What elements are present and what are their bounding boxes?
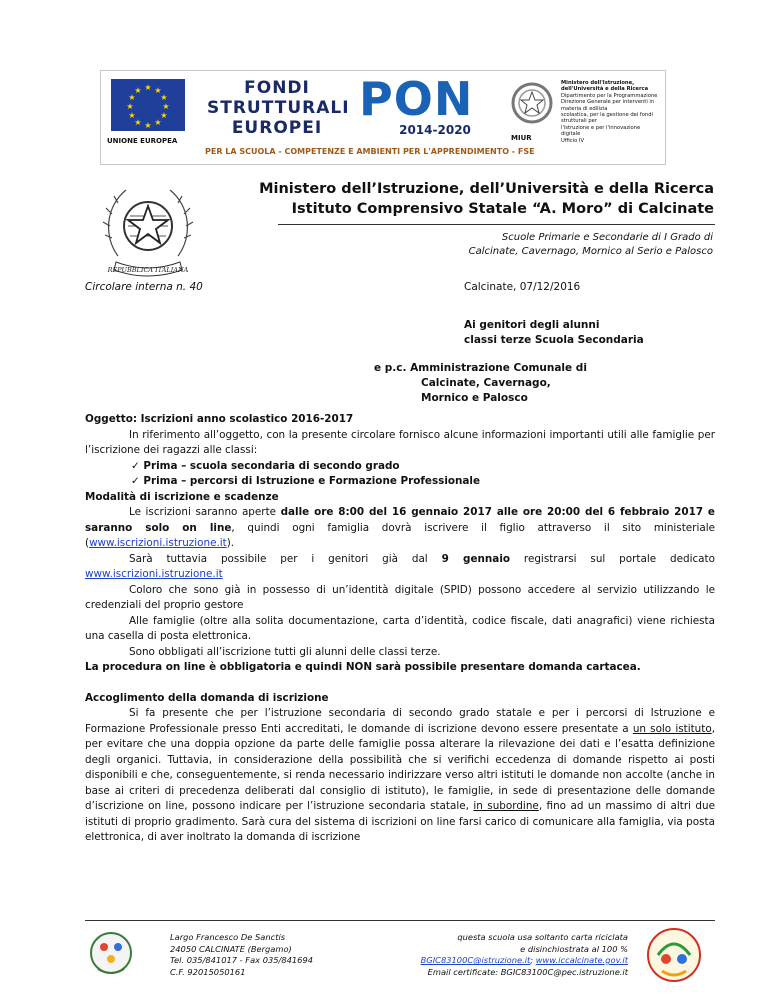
fondi-line-1: FONDI xyxy=(244,78,310,98)
svg-text:★: ★ xyxy=(160,111,168,120)
svg-text:★: ★ xyxy=(154,86,162,95)
certified-email: Email certificate: BGIC83100C@pec.istruzione.it xyxy=(427,966,628,977)
contact-links: BGIC83100C@istruzione.it; www.iccalcinate.gov.it xyxy=(420,955,628,965)
header-divider xyxy=(278,224,715,225)
miur-line: Direzione Generale per interventi in materia di edilizia xyxy=(561,99,655,112)
paragraph-registration: Sarà tuttavia possibile per i genitori già dal 9 gennaio registrarsi sul portale dedicato www.iscrizioni.istruzione.it xyxy=(85,552,715,580)
svg-text:★: ★ xyxy=(134,86,142,95)
school-address xyxy=(170,932,313,978)
pon-years: 2014-2020 xyxy=(399,123,471,137)
recycled-paper-note-2: e disinchiostrata al 100 % xyxy=(520,943,628,954)
miur-emblem-icon xyxy=(509,79,555,129)
address-line-3: Tel. 035/841017 - Fax 035/841694 xyxy=(170,955,314,965)
paragraph-spid: Coloro che sono già in possesso di un’identità digitale (SPID) possono accedere al servizio utilizzando le credenziali del proprio gestore xyxy=(85,583,715,611)
pon-tagline: PER LA SCUOLA - COMPETENZE E AMBIENTI PER L'APPRENDIMENTO - FSE xyxy=(205,147,535,156)
paragraph-obligation: Sono obbligati all’iscrizione tutti gli alunni delle classi terze. xyxy=(129,645,441,658)
svg-text:★: ★ xyxy=(128,111,136,120)
miur-line: Ministero dell'Istruzione, dell'Università e della Ricerca xyxy=(561,80,649,93)
miur-line: l'istruzione e per l'innovazione digitale xyxy=(561,124,641,138)
footer-divider xyxy=(85,920,715,921)
ministry-title: Ministero dell’Istruzione, dell’Università e della Ricerca xyxy=(259,181,714,197)
school-logo-left-icon xyxy=(88,925,134,983)
emblem-ribbon-text: REPUBBLICA ITALIANA xyxy=(107,266,189,274)
circular-number: Circolare interna n. 40 xyxy=(85,281,203,293)
svg-text:★: ★ xyxy=(134,118,142,127)
miur-department-text xyxy=(561,80,661,144)
paragraph-acceptance: Si fa presente che per l’istruzione secondaria di secondo grado statale e per i percorsi di Istruzione e Formazione Professionale presso Enti accreditati, le domande di iscrizione devono essere presentate a un solo istituto, per evitare che una doppia opzione da parte delle famiglie possa alterare la rilevazione dei dati e l’esatta definizione degli organici. Tuttavia, in considerazione della possibilità che si verifichi eccedenza di domande rispetto ai posti disponibili e che, conseguentemente, si renda necessario indirizzare verso altri istituti le domande non accolte (anche in base ai criteri di precedenza deliberati dal consiglio di istituto), le famiglie, in sede di presentazione delle domande d’iscrizione on line, possono indicare per l’istruzione secondaria statale, in subordine, fino ad un massimo di altri due istituti di proprio gradimento. Sarà cura del sistema di iscrizioni on line farsi carico di comunicare alla famiglia, via posta elettronica, di aver inoltrato la domanda di iscrizione xyxy=(85,707,715,843)
iscrizioni-portal-link[interactable]: www.iscrizioni.istruzione.it xyxy=(85,568,223,580)
paragraph-dates: Le iscrizioni saranno aperte dalle ore 8:00 del 16 gennaio 2017 alle ore 20:00 del 6 febbraio 2017 e saranno solo on line, quindi ogni famiglia dovrà iscrivere il figlio attraverso il sito ministeriale (www.iscrizioni.istruzione.it). xyxy=(85,506,715,549)
paragraph-email-required: Alle famiglie (oltre alla solita documentazione, carta d’identità, codice fiscale, dati anagrafici) viene richiesta una casella di posta elettronica. xyxy=(85,614,715,642)
miur-caption: MIUR xyxy=(511,134,532,142)
school-email-link[interactable]: BGIC83100C@istruzione.it xyxy=(420,955,531,965)
italian-republic-emblem-icon xyxy=(98,176,198,286)
svg-text:★: ★ xyxy=(128,93,136,102)
addressee-line-1: Ai genitori degli alunni xyxy=(464,319,600,331)
pon-banner xyxy=(100,70,666,165)
checkmark-icon: ✓ xyxy=(131,475,144,487)
subject-line: Oggetto: Iscrizioni anno scolastico 2016-2017 xyxy=(85,413,354,425)
eu-caption: UNIONE EUROPEA xyxy=(107,137,178,145)
school-subtitle-2: Calcinate, Cavernago, Mornico al Serio e Palosco xyxy=(468,246,713,257)
svg-text:★: ★ xyxy=(154,118,162,127)
address-line-2: 24050 CALCINATE (Bergamo) xyxy=(170,943,292,954)
section-heading-accoglimento: Accoglimento della domanda di iscrizione xyxy=(85,691,329,704)
svg-text:★: ★ xyxy=(144,121,152,130)
miur-line: Dipartimento per la Programmazione xyxy=(561,92,658,99)
address-line-4: C.F. 92015050161 xyxy=(170,966,246,977)
fondi-line-3: EUROPEI xyxy=(231,118,323,138)
cc-line-1: e p.c. Amministrazione Comunale di xyxy=(374,362,587,374)
fondi-line-2: STRUTTURALI xyxy=(207,98,350,118)
checklist-item-1: ✓ Prima – scuola secondaria di secondo grado xyxy=(131,459,400,472)
svg-text:★: ★ xyxy=(144,83,152,92)
circular-body xyxy=(85,412,715,846)
address-line-1: Largo Francesco De Sanctis xyxy=(170,932,286,942)
addressee-line-2: classi terze Scuola Secondaria xyxy=(464,334,644,346)
school-logo-right-icon xyxy=(636,925,712,987)
school-subtitle-1: Scuole Primarie e Secondarie di I Grado di xyxy=(501,232,713,243)
recycled-paper-note-1: questa scuola usa soltanto carta riciclata xyxy=(457,932,628,942)
svg-text:★: ★ xyxy=(160,93,168,102)
pon-logo: PON xyxy=(359,72,474,126)
cc-line-3: Mornico e Palosco xyxy=(421,392,528,404)
miur-line: Ufficio IV xyxy=(561,137,585,144)
school-contacts xyxy=(350,932,628,978)
checkmark-icon: ✓ xyxy=(131,459,144,472)
paragraph-online-mandatory: La procedura on line è obbligatoria e quindi NON sarà possibile presentare domanda cartacea. xyxy=(85,661,641,673)
intro-paragraph: In riferimento all’oggetto, con la presente circolare fornisco alcune informazioni importanti utili alle famiglie per l’iscrizione dei ragazzi alle classi: xyxy=(85,428,715,456)
miur-line: scolastica, per la gestione dei fondi strutturali per xyxy=(561,112,653,125)
spacer xyxy=(85,676,715,691)
school-title: Istituto Comprensivo Statale “A. Moro” di Calcinate xyxy=(291,201,714,217)
eu-flag-icon xyxy=(111,79,185,131)
cc-line-2: Calcinate, Cavernago, xyxy=(421,377,551,389)
section-heading-modalita: Modalità di iscrizione e scadenze xyxy=(85,490,279,503)
svg-text:★: ★ xyxy=(126,102,134,111)
checklist-item-2: ✓ Prima – percorsi di Istruzione e Formazione Professionale xyxy=(131,475,481,487)
svg-text:★: ★ xyxy=(162,102,170,111)
school-website-link[interactable]: www.iccalcinate.gov.it xyxy=(535,955,628,965)
circular-date: Calcinate, 07/12/2016 xyxy=(464,281,581,293)
fondi-strutturali-logo xyxy=(207,78,350,138)
iscrizioni-link[interactable]: www.iscrizioni.istruzione.it xyxy=(89,537,227,549)
